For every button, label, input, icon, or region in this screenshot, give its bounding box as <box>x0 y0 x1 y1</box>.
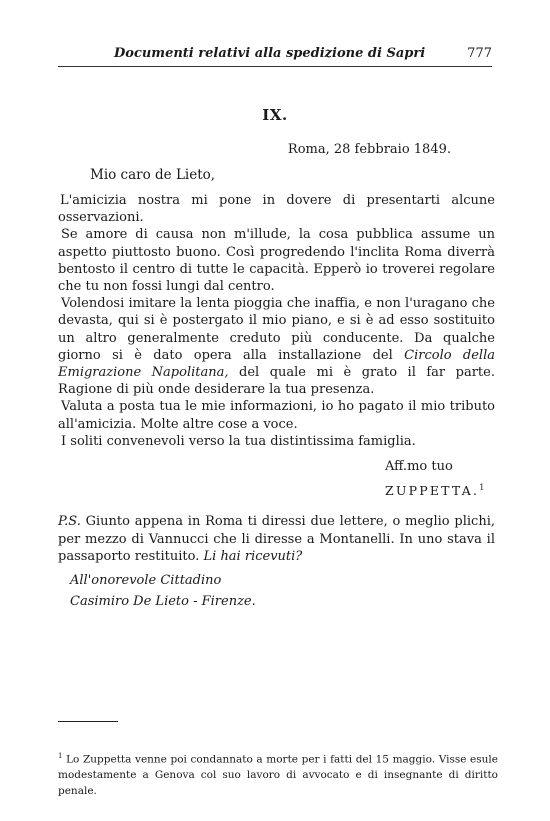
salutation: Mio caro de Lieto, <box>90 167 216 183</box>
address-line-2: Casimiro De Lieto - Firenze. <box>70 594 256 609</box>
signature-name: ZUPPETTA. <box>385 483 480 499</box>
letter-closing <box>385 456 484 501</box>
paragraph-1: L'amicizia nostra mi pone in dovere di presentarti alcune osservazioni. <box>58 193 495 226</box>
paragraph-2: Se amore di causa non m'illude, la cosa pubblica assume un aspetto piuttosto buono. Così progredendo l'inclita Roma diverrà bentosto il centro di tutte le capacità. Epperò io troverei regolare che tu non fossi lungi dal centro. <box>58 227 495 295</box>
paragraph-4: Valuta a posta tua le mie informazioni, io ho pagato il mio tributo all'amicizia. Molte altre cose a voce. <box>58 399 495 432</box>
running-header <box>58 46 492 67</box>
address-line-1: All'onorevole Cittadino <box>70 573 222 588</box>
postscript-text: Giunto appena in Roma ti diressi due lettere, o meglio plichi, per mezzo di Vannucci che li diresse a Montanelli. In uno stava il passaporto restituito. <box>58 514 495 565</box>
footnote-mark: 1 <box>58 752 63 760</box>
letter-date: Roma, 28 febbraio 1849. <box>287 142 451 157</box>
footnote-divider <box>58 721 118 722</box>
running-title: Documenti relativi alla spedizione di Sapri <box>114 46 426 61</box>
letter-body <box>58 192 495 450</box>
address-block <box>70 570 256 612</box>
paragraph-5: I soliti convenevoli verso la tua distintissima famiglia. <box>61 433 416 449</box>
postscript-question: Li hai ricevuti? <box>203 549 303 565</box>
footnote-reference: 1 <box>479 483 485 492</box>
paragraph-3-italic-title: Circolo della Emigrazione Napolitana, <box>58 347 495 381</box>
footnote-text: Lo Zuppetta venne poi condannato a morte per i fatti del 15 maggio. Visse esule modestamente a Genova col suo lavoro di avvocato e di insegnante di diritto penale. <box>58 753 498 797</box>
page-number: 777 <box>467 46 492 61</box>
closing-formula: Aff.mo tuo <box>385 459 453 474</box>
postscript-label: P.S. <box>58 514 81 529</box>
footnote <box>58 749 498 799</box>
paragraph-3-text-b: del quale mi è grato il far parte. Ragione di più onde desiderare la tua presenza. <box>58 365 495 398</box>
postscript <box>58 513 495 566</box>
paragraph-3 <box>58 295 495 398</box>
signature <box>385 477 484 501</box>
letter-number: IX. <box>262 106 288 124</box>
paragraph-3-text-a: Volendosi imitare la lenta pioggia che inaffia, e non l'uragano che devasta, qui si è postergato il mio piano, e si è ad esso sostituito un altro generalmente creduto più conducente. Da qualche giorno si è dato opera alla installazione del <box>58 296 495 363</box>
